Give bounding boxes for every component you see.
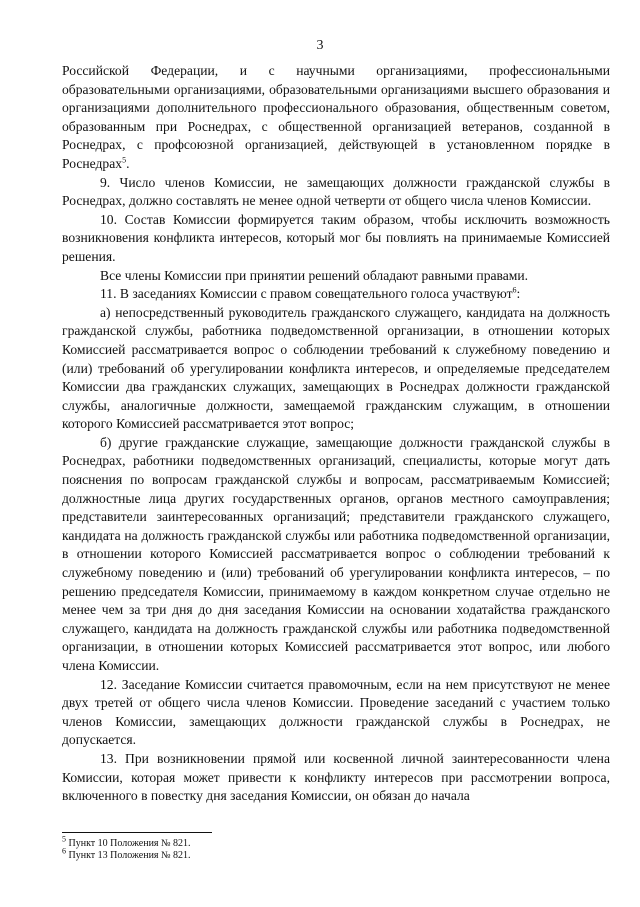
footnote-text: Пункт 10 Положения № 821. <box>66 838 191 849</box>
paragraph-item-11b: б) другие гражданские служащие, замещающие должности гражданской службы в Роснедрах, работники подведомственных организаций, специалисты, которые могут дать пояснения по вопросам гражданской службы и вопросам, рассматриваемым Комиссией; должностные лица других государственных органов, органов местного самоуправления; представители заинтересованных организаций; представители гражданского служащего, кандидата на должность гражданской службы или работника подведомственной организации, в отношении которого Комиссией рассматривается вопрос о соблюдении требований к служебному поведению и (или) требований об урегулировании конфликта интересов, – по решению председателя Комиссии, принимаемому в каждом конкретном случае отдельно не менее чем за три дня до дня заседания Комиссии на основании ходатайства гражданского служащего, кандидата на должность гражданской службы или работника подведомственной организации, в отношении которых Комиссией рассматривается этот вопрос, или любого члена Комиссии. <box>62 434 610 673</box>
paragraph-item-9: 9. Число членов Комиссии, не замещающих должности гражданской службы в Роснедрах, должно составлять не менее одной четверти от общего числа членов Комиссии. <box>62 174 610 209</box>
paragraph-end-punct: : <box>516 286 521 302</box>
page-number: 3 <box>316 38 324 53</box>
paragraph-end-punct: . <box>126 155 130 171</box>
footnote-separator <box>62 832 212 833</box>
paragraph-item-10: 10. Состав Комиссии формируется таким образом, чтобы исключить возможность возникновения конфликта интересов, который мог бы повлиять на принимаемые Комиссией решения. <box>62 211 610 264</box>
document-body <box>62 62 610 806</box>
paragraph-equal-rights: Все члены Комиссии при принятии решений обладают равными правами. <box>100 267 529 283</box>
paragraph-item-11 <box>62 285 610 304</box>
paragraph-item-13: 13. При возникновении прямой или косвенной личной заинтересованности члена Комиссии, которая может привести к конфликту интересов при рассмотрении вопроса, включенного в повестку дня заседания Комиссии, он обязан до начала <box>62 750 610 804</box>
paragraph-item-12: 12. Заседание Комиссии считается правомочным, если на нем присутствуют не менее двух третей от общего числа членов Комиссии. Проведение заседаний с участием только членов Комиссии, замещающих должности гражданской службы в Роснедрах, не допускается. <box>62 676 610 748</box>
footnote-mark: 5 <box>62 834 66 844</box>
paragraph-item-11a: а) непосредственный руководитель гражданского служащего, кандидата на должность гражданской службы, работника подведомственной организации, в отношении которых Комиссией рассматривается вопрос о соблюдении требований к служебному поведению и (или) требований об урегулировании конфликта интересов, и определяемые председателем Комиссии два гражданских служащих, замещающих в Роснедрах должности гражданской службы, аналогичные должности, замещаемой гражданским служащим, в отношении которого Комиссией рассматривается этот вопрос; <box>62 304 610 432</box>
paragraph-text: Российской Федерации, и с научными организациями, профессиональными образовательными организациями, образовательными организациями высшего образования и организациями дополнительного профессионального образования, общественным советом, образованным при Роснедрах, с общественной организацией ветеранов, созданной в Роснедрах, с профсоюзной организацией, действующей в установленном порядке в Роснедрах <box>62 63 610 171</box>
footnote-mark: 6 <box>62 846 66 856</box>
footnote-5 <box>62 834 362 850</box>
footnote-text: Пункт 13 Положения № 821. <box>66 850 191 861</box>
footnote-ref-6: 6 <box>512 285 517 295</box>
footnotes <box>62 834 362 862</box>
paragraph-text: 11. В заседаниях Комиссии с правом совещательного голоса участвуют <box>100 286 513 302</box>
footnote-6 <box>62 846 362 862</box>
paragraph-continuation <box>62 62 610 174</box>
footnote-ref-5: 5 <box>122 155 127 165</box>
